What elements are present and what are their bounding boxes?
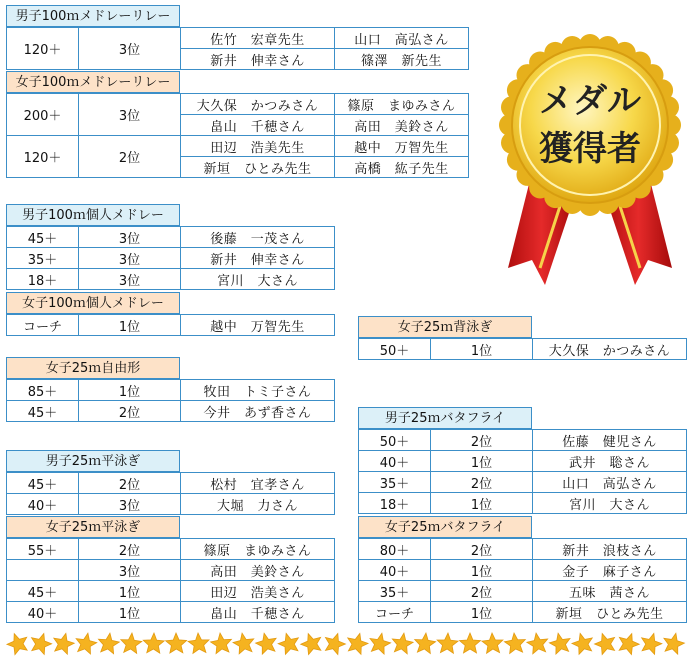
place-cell: 2位 (431, 581, 533, 602)
table-row (7, 539, 335, 560)
star-icon (367, 631, 392, 655)
name-cell: 新井 浪枝さん (533, 539, 687, 560)
name-cell: 高橋 紘子先生 (335, 157, 469, 178)
table-row (359, 539, 687, 560)
section-title-men-100-medley-relay: 男子100ｍメドレーリレー (6, 5, 180, 27)
age-cell: 18＋ (7, 269, 79, 290)
age-cell: 40＋ (7, 494, 79, 515)
name-cell: 篠原 まゆみさん (335, 94, 469, 115)
table-women-25-back (358, 338, 687, 360)
star-icon (638, 631, 664, 656)
age-cell: 200＋ (7, 94, 79, 136)
age-cell: 85＋ (7, 380, 79, 401)
name-cell: 佐竹 宏章先生 (181, 28, 335, 49)
place-cell: 3位 (79, 248, 181, 269)
place-cell: 1位 (79, 602, 181, 623)
table-row (7, 227, 335, 248)
place-cell: 2位 (79, 401, 181, 422)
star-icon (254, 631, 279, 655)
table-row (7, 560, 335, 581)
name-cell: 篠原 まゆみさん (181, 539, 335, 560)
star-icon (661, 631, 686, 655)
age-cell (7, 560, 79, 581)
place-cell: 3位 (79, 494, 181, 515)
age-cell: 35＋ (7, 248, 79, 269)
section-title-men-100-im: 男子100ｍ個人メドレー (6, 204, 180, 226)
table-women-25-fly (358, 538, 687, 623)
table-men-25-breast (6, 472, 335, 515)
table-row (7, 315, 335, 336)
medal-disc (512, 47, 668, 203)
table-row (7, 473, 335, 494)
name-cell: 新井 伸幸さん (181, 49, 335, 70)
table-women-25-breast (6, 538, 335, 623)
name-cell: 松村 宜孝さん (181, 473, 335, 494)
table-row (359, 339, 687, 360)
place-cell: 1位 (79, 380, 181, 401)
star-icon (232, 631, 256, 654)
age-cell: 45＋ (7, 473, 79, 494)
table-row (7, 380, 335, 401)
star-icon (548, 631, 573, 655)
star-icon (322, 630, 348, 655)
age-cell: 120＋ (7, 136, 79, 178)
table-women-100-medley-relay (6, 93, 469, 178)
star-icon (210, 632, 233, 654)
star-icon (436, 632, 458, 653)
place-cell: 2位 (431, 539, 533, 560)
table-row (7, 248, 335, 269)
table-row (7, 602, 335, 623)
star-icon (28, 630, 54, 655)
name-cell: 大久保 かつみさん (533, 339, 687, 360)
star-icon (482, 632, 504, 653)
place-cell: 3位 (79, 28, 181, 70)
table-row (7, 581, 335, 602)
name-cell: 田辺 浩美先生 (181, 136, 335, 157)
age-cell: 40＋ (359, 451, 431, 472)
table-men-25-fly (358, 429, 687, 514)
name-cell: 高田 美鈴さん (335, 115, 469, 136)
table-row (7, 269, 335, 290)
age-cell: 40＋ (359, 560, 431, 581)
medal-text-line1: メダル (539, 81, 641, 121)
age-cell: 120＋ (7, 28, 79, 70)
star-icon (526, 631, 550, 654)
star-icon (74, 631, 98, 655)
star-icon (166, 633, 187, 653)
age-cell: 45＋ (7, 581, 79, 602)
name-cell: 金子 麻子さん (533, 560, 687, 581)
place-cell: 2位 (431, 472, 533, 493)
age-cell: 50＋ (359, 430, 431, 451)
name-cell: 佐藤 健児さん (533, 430, 687, 451)
name-cell: 新垣 ひとみ先生 (533, 602, 687, 623)
star-icon (276, 631, 302, 656)
name-cell: 高田 美鈴さん (181, 560, 335, 581)
place-cell: 3位 (79, 227, 181, 248)
section-title-women-25-free: 女子25ｍ自由形 (6, 357, 180, 379)
name-cell: 新井 伸幸さん (181, 248, 335, 269)
place-cell: 2位 (79, 539, 181, 560)
star-icon (120, 632, 143, 654)
name-cell: 畠山 千穂さん (181, 115, 335, 136)
star-icon (4, 630, 31, 656)
place-cell: 1位 (431, 339, 533, 360)
table-row (359, 451, 687, 472)
age-cell: 45＋ (7, 401, 79, 422)
age-cell: コーチ (359, 602, 431, 623)
star-icon (413, 632, 436, 654)
table-men-100-im (6, 226, 335, 290)
table-women-100-im (6, 314, 335, 336)
place-cell: 1位 (431, 560, 533, 581)
table-row (359, 493, 687, 514)
place-cell: 1位 (79, 581, 181, 602)
star-icon (97, 632, 121, 655)
place-cell: 2位 (431, 430, 533, 451)
name-cell: 畠山 千穂さん (181, 602, 335, 623)
name-cell: 田辺 浩美さん (181, 581, 335, 602)
name-cell: 越中 万智先生 (335, 136, 469, 157)
table-row (7, 494, 335, 515)
star-border (0, 630, 695, 660)
age-cell: 50＋ (359, 339, 431, 360)
table-row (7, 401, 335, 422)
section-title-women-100-medley-relay: 女子100ｍメドレーリレー (6, 71, 180, 93)
age-cell: 55＋ (7, 539, 79, 560)
place-cell: 1位 (79, 315, 181, 336)
name-cell: 宮川 大さん (533, 493, 687, 514)
place-cell: 1位 (431, 451, 533, 472)
star-icon (345, 631, 370, 656)
name-cell: 五味 茜さん (533, 581, 687, 602)
name-cell: 新垣 ひとみ先生 (181, 157, 335, 178)
age-cell: 35＋ (359, 472, 431, 493)
table-row (359, 581, 687, 602)
star-icon (504, 632, 527, 654)
table-row (7, 136, 469, 157)
table-row (359, 560, 687, 581)
star-icon (615, 630, 641, 656)
star-icon (570, 631, 595, 656)
medal-badge (490, 30, 690, 300)
place-cell: 2位 (79, 473, 181, 494)
table-row (359, 430, 687, 451)
name-cell: 山口 高弘さん (533, 472, 687, 493)
table-men-100-medley-relay (6, 27, 469, 70)
name-cell: 越中 万智先生 (181, 315, 335, 336)
age-cell: コーチ (7, 315, 79, 336)
place-cell: 1位 (431, 602, 533, 623)
age-cell: 18＋ (359, 493, 431, 514)
age-cell: 80＋ (359, 539, 431, 560)
name-cell: 宮川 大さん (181, 269, 335, 290)
star-icon (460, 633, 481, 653)
table-row (359, 472, 687, 493)
name-cell: 今井 あず香さん (181, 401, 335, 422)
age-cell: 40＋ (7, 602, 79, 623)
name-cell: 大久保 かつみさん (181, 94, 335, 115)
table-row (359, 602, 687, 623)
star-icon (298, 630, 324, 656)
star-icon (592, 630, 618, 655)
age-cell: 35＋ (359, 581, 431, 602)
table-women-25-free (6, 379, 335, 422)
star-icon (51, 631, 76, 655)
name-cell: 武井 聡さん (533, 451, 687, 472)
table-row (7, 28, 469, 49)
name-cell: 後藤 一茂さん (181, 227, 335, 248)
age-cell: 45＋ (7, 227, 79, 248)
place-cell: 1位 (431, 493, 533, 514)
place-cell: 3位 (79, 94, 181, 136)
table-row (7, 94, 469, 115)
section-title-women-25-fly: 女子25ｍバタフライ (358, 516, 532, 538)
section-title-women-25-back: 女子25ｍ背泳ぎ (358, 316, 532, 338)
section-title-men-25-breast: 男子25ｍ平泳ぎ (6, 450, 180, 472)
star-icon (188, 632, 210, 653)
name-cell: 大堀 力さん (181, 494, 335, 515)
place-cell: 3位 (79, 269, 181, 290)
star-icon (143, 633, 165, 654)
star-icon (390, 631, 414, 654)
medal-text-line2: 獲得者 (539, 129, 641, 169)
name-cell: 牧田 トミ子さん (181, 380, 335, 401)
name-cell: 山口 高弘さん (335, 28, 469, 49)
section-title-women-100-im: 女子100ｍ個人メドレー (6, 292, 180, 314)
section-title-women-25-breast: 女子25ｍ平泳ぎ (6, 516, 180, 538)
place-cell: 3位 (79, 560, 181, 581)
name-cell: 篠澤 新先生 (335, 49, 469, 70)
place-cell: 2位 (79, 136, 181, 178)
section-title-men-25-fly: 男子25ｍバタフライ (358, 407, 532, 429)
